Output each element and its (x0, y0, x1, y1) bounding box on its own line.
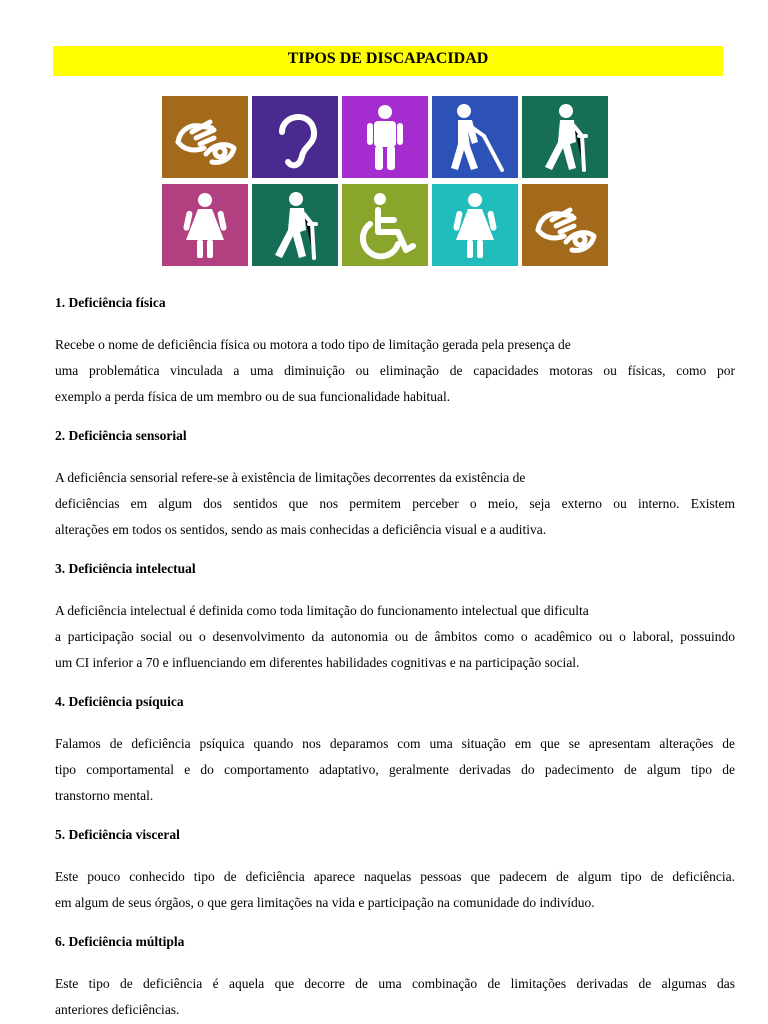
section-paragraph (55, 598, 735, 676)
woman-icon (440, 190, 510, 260)
paragraph-line: transtorno mental. (55, 788, 154, 803)
person-crutch-icon (530, 102, 600, 172)
section-paragraph (55, 971, 735, 1023)
paragraph-line: Recebe o nome de deficiência física ou motora a todo tipo de limitação gerada pela presença de (55, 337, 571, 352)
wheelchair-icon (350, 190, 420, 260)
paragraph-line: tipo comportamental e do comportamento adaptativo, geralmente derivadas do padecimento de algum tipo de (55, 762, 735, 777)
icon-tile (432, 96, 518, 178)
person-icon (350, 102, 420, 172)
paragraph-line: em algum de seus órgãos, o que gera limitações na vida e participação na comunidade do indivíduo. (55, 895, 595, 910)
sign-language-icon (170, 102, 240, 172)
ear-icon (260, 102, 330, 172)
icon-tile (432, 184, 518, 266)
paragraph-line: A deficiência intelectual é definida como toda limitação do funcionamento intelectual que dificulta (55, 603, 589, 618)
section-heading: 1. Deficiência física (55, 295, 166, 310)
paragraph-line: uma problemática vinculada a uma diminuição ou eliminação de capacidades motoras ou físicas, como por (55, 363, 735, 378)
icon-tile (162, 184, 248, 266)
section-paragraph (55, 465, 735, 543)
icon-tile (162, 96, 248, 178)
sign-language-icon (530, 190, 600, 260)
page-title: TIPOS DE DISCAPACIDAD (53, 46, 723, 76)
icon-tile (342, 184, 428, 266)
section-heading: 2. Deficiência sensorial (55, 428, 187, 443)
person-crutch-icon (260, 190, 330, 260)
paragraph-line: exemplo a perda física de um membro ou de sua funcionalidade habitual. (55, 389, 451, 404)
icon-tile (252, 96, 338, 178)
woman-icon (170, 190, 240, 260)
document-content (55, 291, 735, 1023)
section-paragraph (55, 332, 735, 410)
section-paragraph (55, 864, 735, 916)
section-heading: 5. Deficiência visceral (55, 827, 180, 842)
paragraph-line: Este tipo de deficiência é aquela que decorre de uma combinação de limitações derivadas de algumas das (55, 976, 735, 991)
paragraph-line: anteriores deficiências. (55, 1002, 180, 1017)
icon-tile (522, 96, 608, 178)
paragraph-line: a participação social ou o desenvolvimento da autonomia ou de âmbitos como o acadêmico ou o laboral, possuindo (55, 629, 735, 644)
section-paragraph (55, 731, 735, 809)
paragraph-line: alterações em todos os sentidos, sendo as mais conhecidas a deficiência visual e a auditiva. (55, 522, 547, 537)
disability-icons-grid (162, 96, 612, 268)
section-heading: 4. Deficiência psíquica (55, 694, 184, 709)
icon-tile (342, 96, 428, 178)
paragraph-line: A deficiência sensorial refere-se à existência de limitações decorrentes da existência de (55, 470, 526, 485)
paragraph-line: Falamos de deficiência psíquica quando nos deparamos com uma situação em que se apresentam alterações de (55, 736, 735, 751)
section-heading: 6. Deficiência múltipla (55, 934, 185, 949)
icon-tile (252, 184, 338, 266)
paragraph-line: um CI inferior a 70 e influenciando em diferentes habilidades cognitivas e na participação social. (55, 655, 580, 670)
section-heading: 3. Deficiência intelectual (55, 561, 196, 576)
paragraph-line: deficiências em algum dos sentidos que nos permitem perceber o meio, seja externo ou interno. Existem (55, 496, 735, 511)
blind-person-cane-icon (440, 102, 510, 172)
paragraph-line: Este pouco conhecido tipo de deficiência aparece naquelas pessoas que padecem de algum tipo de deficiência. (55, 869, 735, 884)
icon-tile (522, 184, 608, 266)
